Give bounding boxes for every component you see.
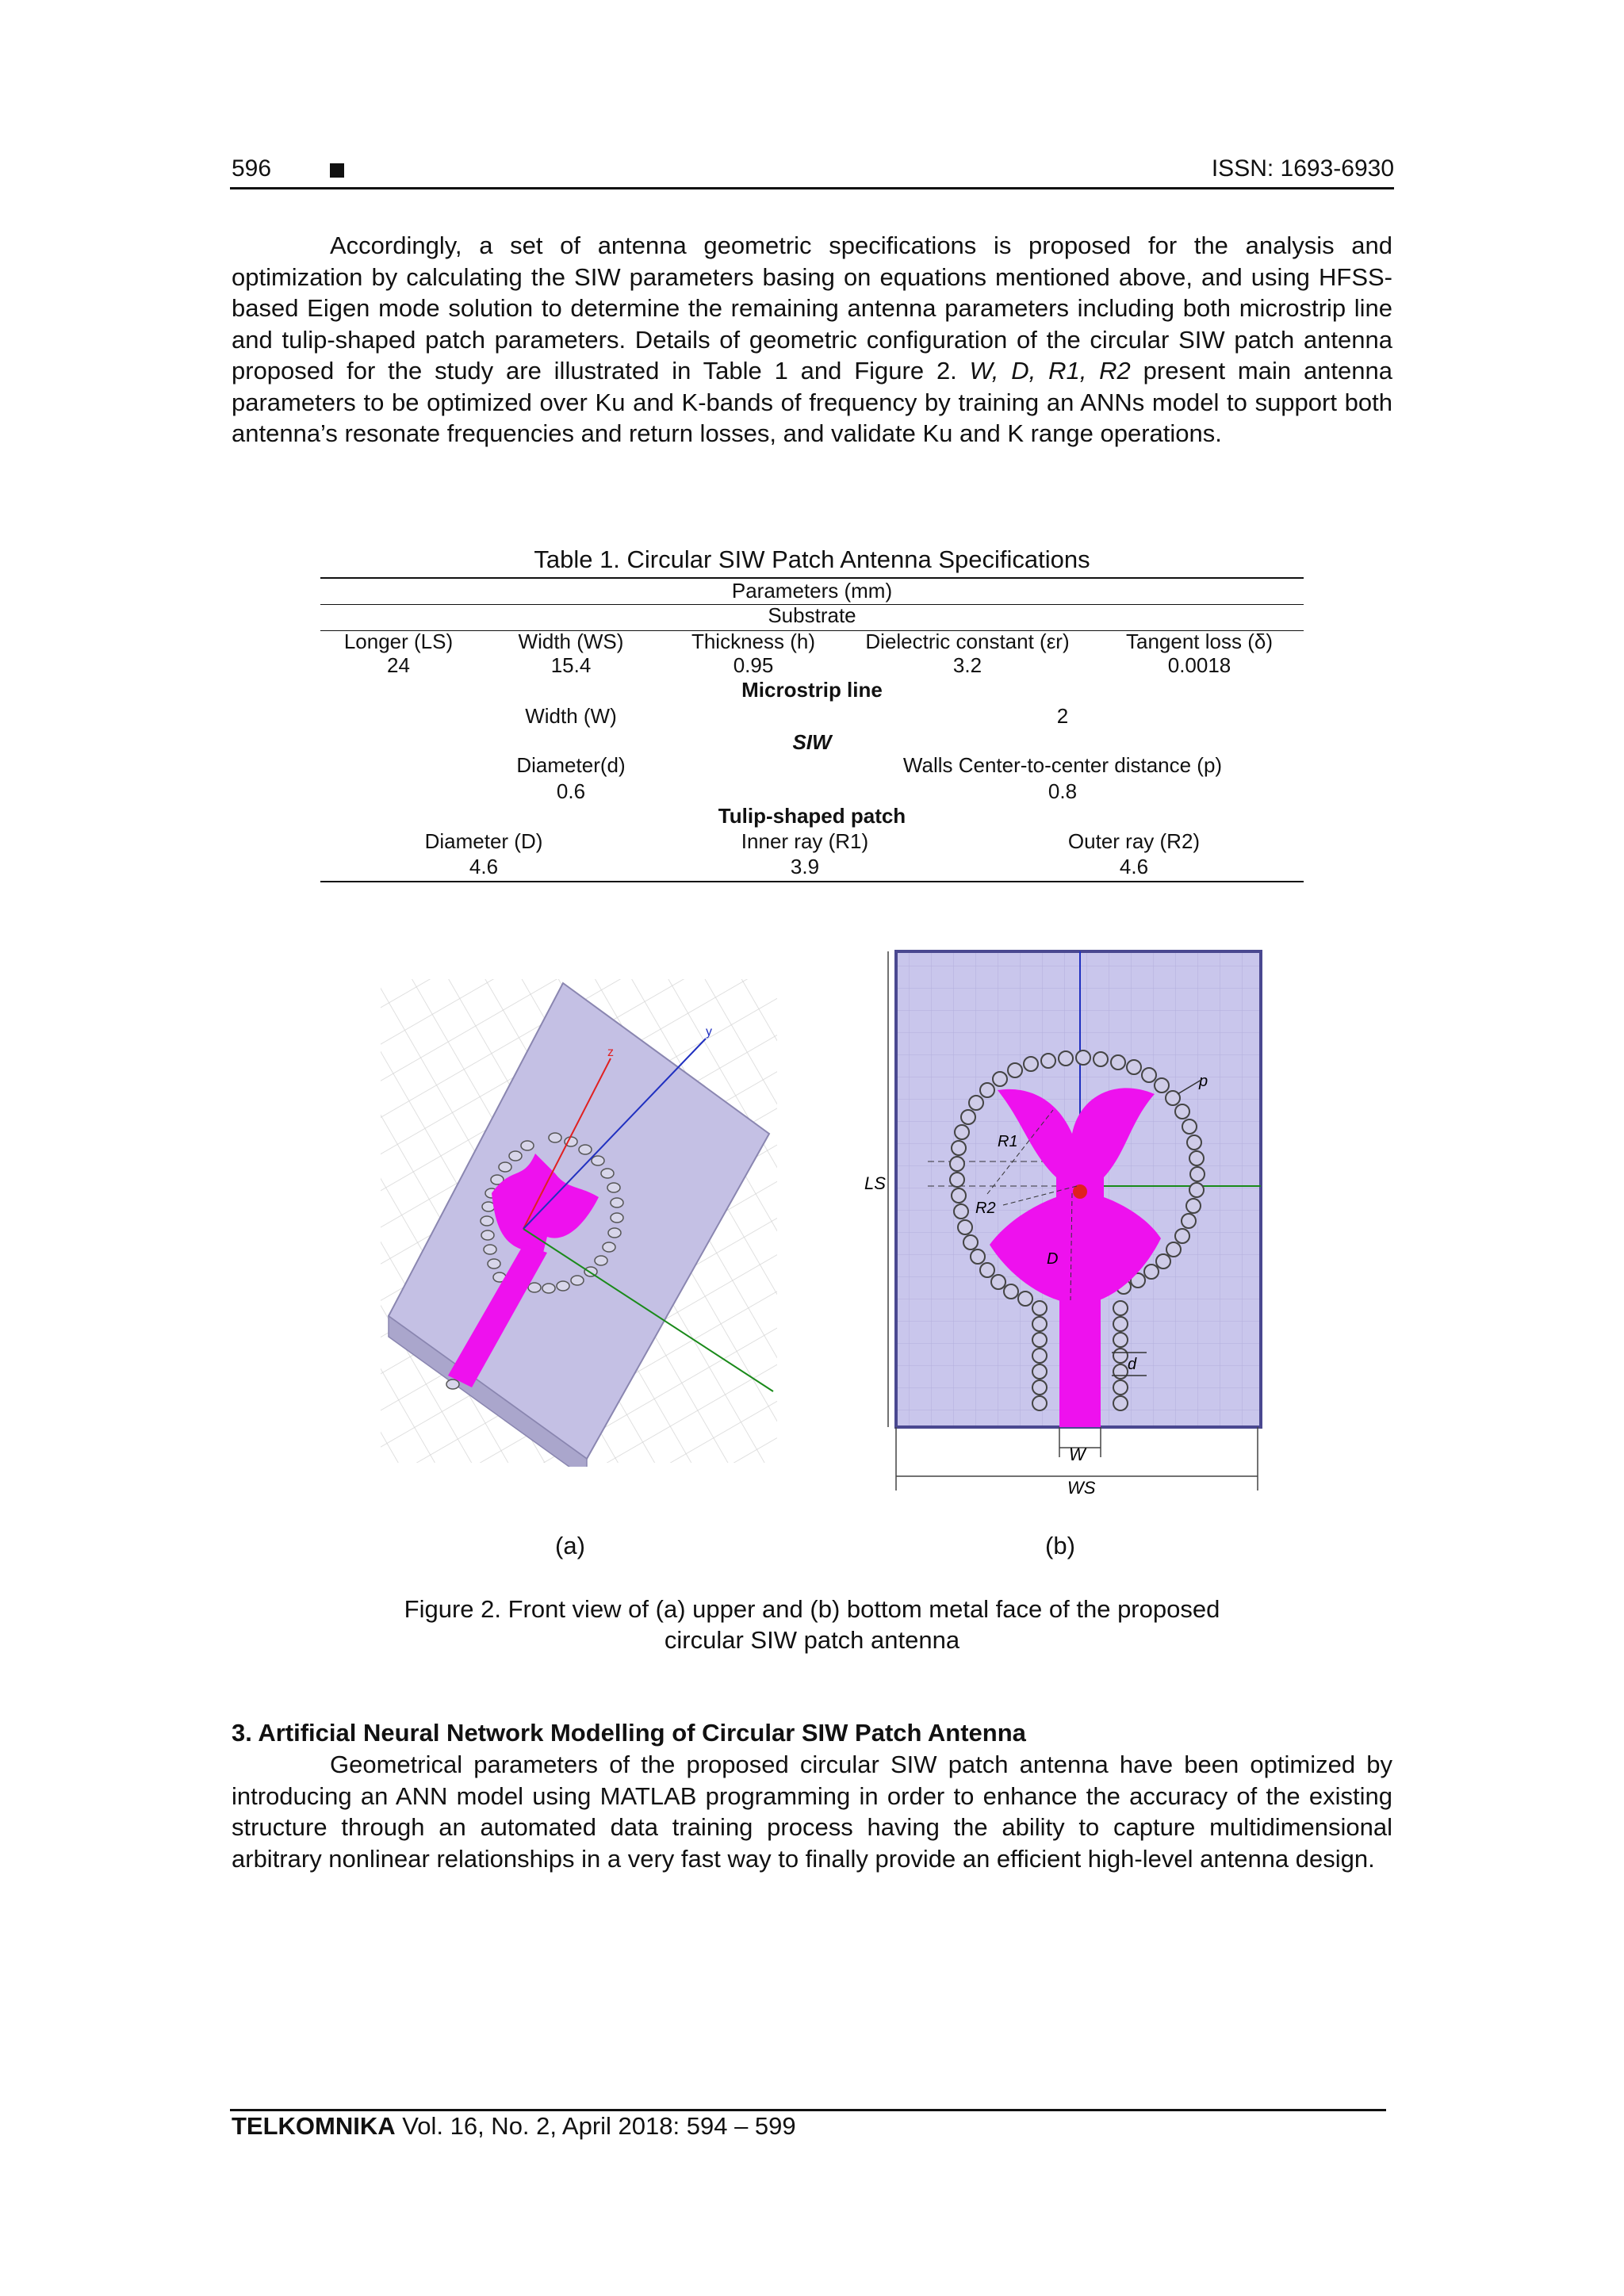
val-w: 2: [1056, 704, 1069, 728]
hdr-r1: Inner ray (R1): [741, 829, 869, 853]
intro-tail: present main antenna parameters to be optimized over Ku and K-bands of frequency by training an ANNs model to support both antenna’s resonate frequencies and return losses, and validate Ku and K range operations.: [232, 357, 1392, 447]
axis-y-label: y: [706, 1025, 712, 1039]
val-ws: 15.4: [550, 653, 592, 677]
val-bigD: 4.6: [469, 855, 499, 878]
val-p: 0.8: [1048, 779, 1078, 803]
dim-ls-label: LS: [864, 1173, 886, 1193]
table-caption: Table 1. Circular SIW Patch Antenna Specifications: [534, 545, 1090, 573]
figure-label-b: (b): [1045, 1532, 1075, 1559]
siw-title: SIW: [792, 730, 832, 754]
hdr-r2: Outer ray (R2): [1067, 829, 1201, 853]
hdr-d: Diameter(d): [516, 753, 626, 777]
section-body: Geometrical parameters of the proposed circular SIW patch antenna have been optimized by introducing an ANN model using MATLAB programming in order to enhance the accuracy of the existing structure through an automated data training process having the ability to capture multidimensional arbitrary nonlinear relationships in a very fast way to finally provide an efficient high-level antenna design.: [232, 1751, 1392, 1873]
header-rule: [230, 187, 1394, 189]
dim-ws-label: WS: [1067, 1478, 1096, 1498]
header-issn: ISSN: 1693-6930: [1211, 155, 1394, 182]
val-r2: 4.6: [1119, 855, 1149, 878]
hdr-w: Width (W): [525, 704, 617, 728]
footer-journal: TELKOMNIKA: [232, 2112, 396, 2140]
patch-title: Tulip-shaped patch: [718, 804, 906, 828]
figure-b-bottom-view: [864, 943, 1277, 1498]
hdr-ls: Longer (LS): [343, 629, 454, 653]
intro-vars: W, D, R1, R2: [969, 357, 1131, 385]
figure-label-a: (a): [555, 1532, 585, 1559]
page-number: 596: [232, 155, 272, 182]
section-paragraph: [232, 1749, 1392, 1874]
dim-r2-label: R2: [975, 1200, 996, 1217]
val-ls: 24: [387, 653, 410, 677]
dim-p-label: p: [1199, 1073, 1208, 1090]
figure-caption-line1: Figure 2. Front view of (a) upper and (b) bottom metal face of the proposed: [404, 1595, 1220, 1623]
dim-w-label: W: [1069, 1445, 1086, 1464]
figure-a-3d-view: [373, 975, 785, 1467]
table-params-label: Parameters (mm): [731, 579, 893, 603]
val-d: 0.6: [556, 779, 586, 803]
feed-line-b: [1059, 1292, 1101, 1427]
intro-text: Accordingly, a set of antenna geometric specifications is proposed for the analysis and optimization by calculating the SIW parameters basing on equations mentioned above, and using HFSS-based Eigen mode solution to determine the remaining antenna parameters including both microstrip line and tulip-shaped patch parameters. Details of geometric configuration of the circular SIW patch antenna proposed for the study are illustrated in Table 1 and Figure 2.: [232, 232, 1392, 385]
val-h: 0.95: [733, 653, 774, 677]
axis-z-label: z: [607, 1046, 614, 1059]
val-delta: 0.0018: [1167, 653, 1231, 677]
hdr-p: Walls Center-to-center distance (p): [902, 753, 1223, 777]
footer-rule: [230, 2109, 1386, 2111]
dim-bigD-label: D: [1047, 1250, 1059, 1268]
hdr-bigD: Diameter (D): [424, 829, 543, 853]
dim-r1-label: R1: [998, 1133, 1018, 1150]
substrate-title: Substrate: [768, 603, 856, 627]
figure-caption: [0, 1594, 1624, 1655]
hdr-er: Dielectric constant (εr): [865, 629, 1070, 653]
dim-d-label: d: [1128, 1356, 1137, 1373]
table-bottom-rule: [320, 881, 1304, 882]
microstrip-title: Microstrip line: [741, 678, 883, 702]
section-heading: 3. Artificial Neural Network Modelling of Circular SIW Patch Antenna: [232, 1719, 1026, 1747]
figure-caption-line2: circular SIW patch antenna: [664, 1626, 960, 1654]
intro-paragraph: [232, 230, 1392, 450]
hdr-ws: Width (WS): [518, 629, 624, 653]
hdr-h: Thickness (h): [691, 629, 816, 653]
hdr-delta: Tangent loss (δ): [1126, 629, 1273, 653]
footer: [232, 2112, 796, 2141]
footer-info: Vol. 16, No. 2, April 2018: 594 – 599: [402, 2112, 796, 2140]
header-square-icon: [330, 163, 344, 178]
val-r1: 3.9: [790, 855, 820, 878]
val-er: 3.2: [952, 653, 982, 677]
